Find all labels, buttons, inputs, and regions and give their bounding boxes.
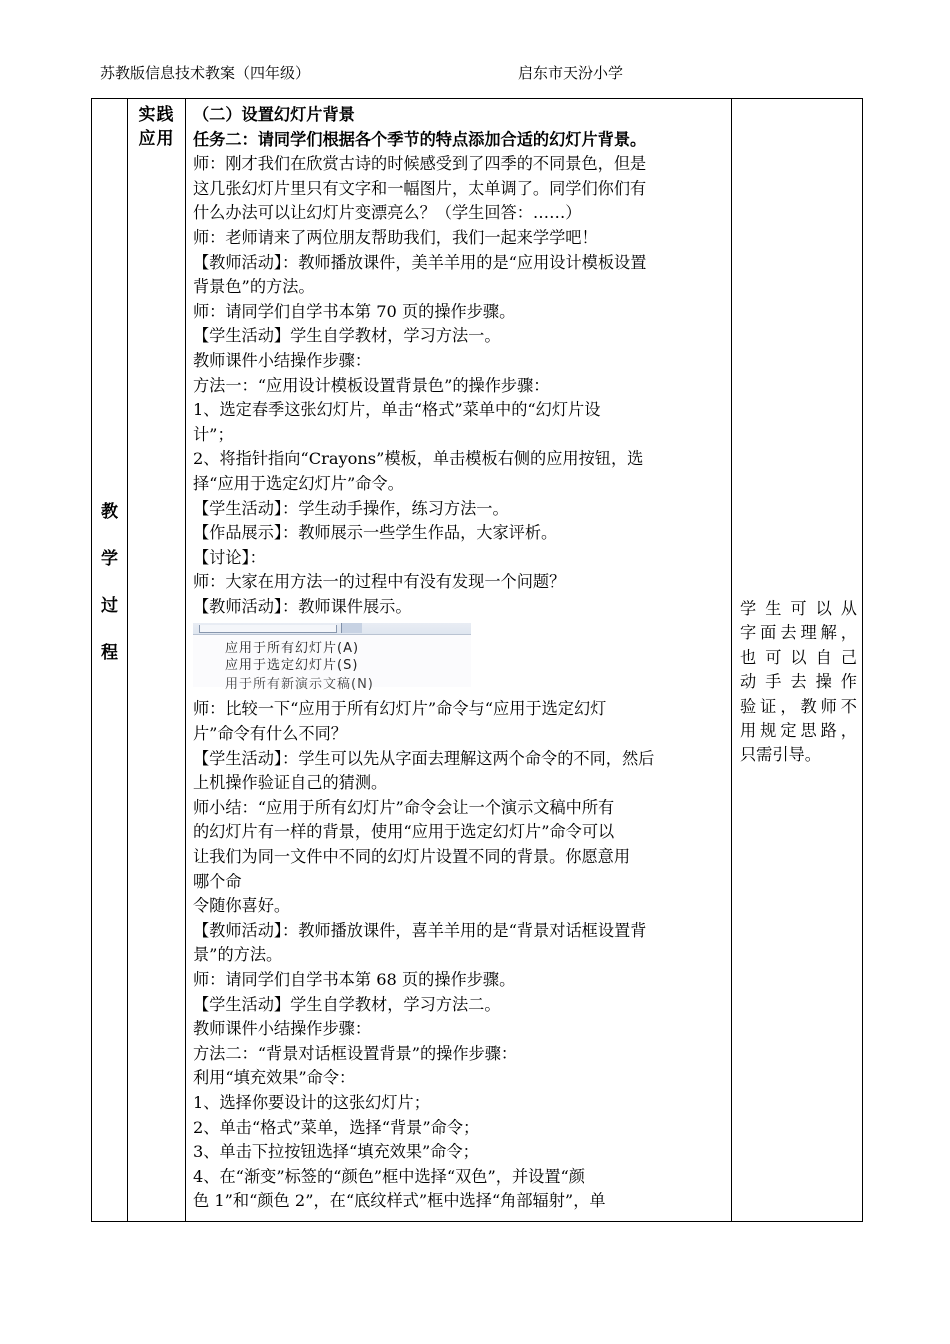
content-line: 哪个命 — [193, 871, 242, 891]
content-line: 计”； — [193, 424, 234, 444]
content-line: 任务二：请同学们根据各个季节的特点添加合适的幻灯片背景。 — [193, 129, 647, 149]
stage-char: 学 — [101, 549, 118, 569]
content-line: 令随你喜好。 — [193, 896, 291, 916]
content-line: 师：请同学们自学书本第 70 页的操作步骤。 — [193, 301, 516, 321]
note-line: 也可以自己 — [740, 647, 857, 667]
menu-item-apply-new: 用于所有新演示文稿(N) — [225, 677, 374, 693]
content-line: 【学生活动】：学生可以先从字面去理解这两个命令的不同，然后 — [193, 748, 655, 768]
content-line: 色 1”和“颜色 2”，在“底纹样式”框中选择“角部辐射”，单 — [193, 1191, 606, 1211]
content-line: 4、在“渐变”标签的“颜色”框中选择“双色”，并设置“颜 — [193, 1166, 585, 1186]
section-label-line: 实践 — [138, 105, 175, 125]
content-line: 择“应用于选定幻灯片”命令。 — [193, 473, 404, 493]
content-block-a — [193, 103, 725, 619]
note-line: 学生可以从 — [740, 599, 857, 618]
content-line: 师小结：“应用于所有幻灯片”命令会让一个演示文稿中所有 — [193, 797, 615, 817]
lesson-plan-table — [91, 98, 863, 1222]
content-cell — [186, 99, 732, 1222]
content-line: 这几张幻灯片里只有文字和一幅图片，太单调了。同学们你们有 — [193, 178, 647, 198]
content-line: 1、选择你要设计的这张幻灯片； — [193, 1092, 430, 1112]
content-line: 背景色”的方法。 — [193, 277, 315, 297]
section-label-line: 应用 — [138, 129, 175, 149]
note-cell — [732, 99, 863, 1222]
content-line: 让我们为同一文件中不同的幻灯片设置不同的背景。你愿意用 — [193, 847, 631, 867]
content-line: 师：比较一下“应用于所有幻灯片”命令与“应用于选定幻灯 — [193, 699, 607, 719]
header-school: 启东市天汾小学 — [518, 64, 624, 82]
page-header — [100, 62, 860, 88]
screenshot-toolbar — [193, 623, 471, 635]
header-title: 苏教版信息技术教案（四年级） — [100, 64, 311, 82]
content-line: 【教师活动】：教师播放课件，喜羊羊用的是“背景对话框设置背 — [193, 920, 647, 940]
content-line: 3、单击下拉按钮选择“填充效果”命令； — [193, 1142, 479, 1162]
screenshot-tab — [199, 625, 337, 633]
content-line: 【学生活动】学生自学教材，学习方法一。 — [193, 326, 501, 346]
menu-screenshot-image — [193, 623, 471, 693]
note-line: 动手去操作 — [740, 672, 857, 692]
content-line: 师：老师请来了两位朋友帮助我们，我们一起来学学吧！ — [193, 227, 598, 247]
content-line: 2、单击“格式”菜单，选择“背景”命令； — [193, 1117, 480, 1137]
content-line: 1、选定春季这张幻灯片，单击“格式”菜单中的“幻灯片设 — [193, 400, 601, 420]
note-line: 字面去理解， — [740, 623, 857, 643]
content-line: 什么办法可以让幻灯片变漂亮么？（学生回答：……） — [193, 203, 582, 223]
menu-item-apply-all: 应用于所有幻灯片(A) — [225, 641, 360, 657]
content-line: 片”命令有什么不同？ — [193, 724, 347, 744]
content-line: 方法一：“应用设计模板设置背景色”的操作步骤： — [193, 375, 550, 395]
screenshot-tab — [341, 623, 362, 633]
content-line: （二）设置幻灯片背景 — [193, 105, 355, 124]
content-line: 【作品展示】：教师展示一些学生作品，大家评析。 — [193, 523, 558, 543]
content-line: 【教师活动】：教师课件展示。 — [193, 596, 412, 616]
stage-char: 程 — [101, 643, 118, 663]
content-line: 【教师活动】：教师播放课件，美羊羊用的是“应用设计模板设置 — [193, 252, 647, 272]
content-line: 教师课件小结操作步骤： — [193, 1019, 372, 1039]
content-block-b — [193, 697, 725, 1213]
content-line: 的幻灯片有一样的背景，使用“应用于选定幻灯片”命令可以 — [193, 822, 615, 842]
menu-item-apply-selected: 应用于选定幻灯片(S) — [225, 658, 359, 674]
content-line: 【讨论】： — [193, 547, 266, 567]
content-line: 师：刚才我们在欣赏古诗的时候感受到了四季的不同景色，但是 — [193, 154, 647, 174]
content-line: 【学生活动】：学生动手操作，练习方法一。 — [193, 498, 509, 518]
content-line: 师：大家在用方法一的过程中有没有发现一个问题？ — [193, 572, 566, 592]
content-line: 方法二：“背景对话框设置背景”的操作步骤： — [193, 1043, 518, 1063]
content-line: 上机操作验证自己的猜测。 — [193, 773, 388, 793]
content-line: 师：请同学们自学书本第 68 页的操作步骤。 — [193, 970, 516, 989]
content-line: 【学生活动】学生自学教材，学习方法二。 — [193, 994, 501, 1014]
content-line: 景”的方法。 — [193, 945, 283, 965]
content-line: 2、将指针指向“Crayons”模板，单击模板右侧的应用按钮，选 — [193, 449, 644, 469]
content-line: 利用“填充效果”命令： — [193, 1068, 356, 1088]
note-line: 验证，教师不 — [740, 696, 857, 716]
stage-char: 过 — [101, 596, 118, 616]
stage-char: 教 — [101, 502, 118, 522]
section-label-cell — [128, 99, 186, 1222]
note-line: 用规定思路， — [740, 721, 857, 741]
stage-label-cell — [92, 99, 128, 1222]
content-line: 教师课件小结操作步骤： — [193, 350, 372, 370]
note-line: 只需引导。 — [740, 745, 821, 765]
